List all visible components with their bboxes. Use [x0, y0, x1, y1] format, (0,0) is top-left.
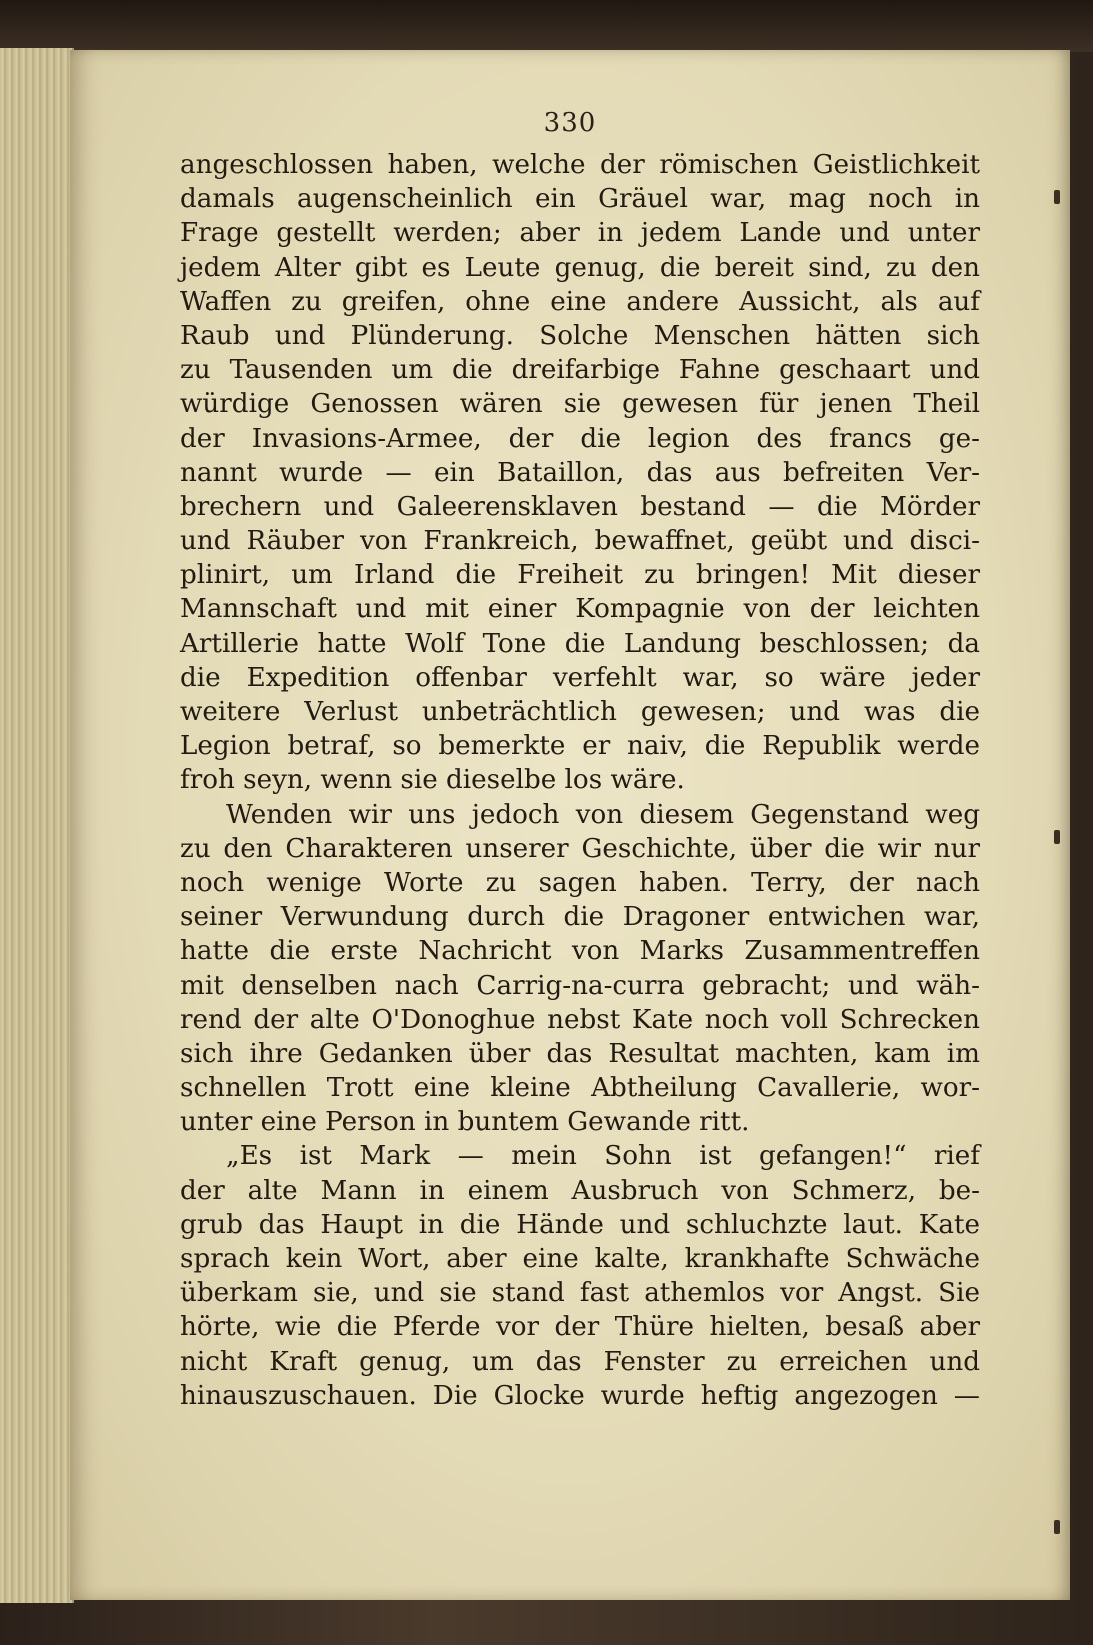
text-line: nicht Kraft genug, um das Fenster zu erreichen und [180, 1346, 980, 1377]
text-line: zu Tausenden um die dreifarbige Fahne geschaart und [180, 355, 980, 386]
text-line: schnellen Trott eine kleine Abtheilung Cavallerie, wor- [180, 1073, 980, 1104]
text-line: jedem Alter gibt es Leute genug, die bereit sind, zu den [180, 252, 980, 283]
text-line: die Expedition offenbar verfehlt war, so wäre jeder [180, 662, 980, 693]
text-line: plinirt, um Irland die Freiheit zu bringen! Mit dieser [180, 560, 980, 591]
page-text [180, 148, 980, 1413]
book-page [70, 50, 1070, 1600]
page-edges [0, 48, 74, 1603]
text-line: rend der alte O'Donoghue nebst Kate noch voll Schrecken [180, 1004, 980, 1035]
text-line: Frage gestellt werden; aber in jedem Lande und unter [180, 218, 980, 249]
text-line: Legion betraf, so bemerkte er naiv, die Republik werde [180, 731, 980, 762]
page-number: 330 [543, 108, 597, 138]
text-line: seiner Verwundung durch die Dragoner entwichen war, [180, 902, 980, 933]
text-line: mit denselben nach Carrig-na-curra gebracht; und wäh- [180, 970, 980, 1001]
text-line: hörte, wie die Pferde vor der Thüre hielten, besaß aber [180, 1312, 980, 1343]
text-line: würdige Genossen wären sie gewesen für jenen Theil [180, 389, 980, 420]
spine-mark [1054, 1520, 1060, 1534]
text-line: weitere Verlust unbeträchtlich gewesen; und was die [180, 697, 980, 727]
text-line: der Invasions-Armee, der die legion des francs ge- [180, 423, 980, 454]
book-cover-top [0, 0, 1093, 52]
text-line: hatte die erste Nachricht von Marks Zusammentreffen [180, 936, 980, 967]
text-line: sich ihre Gedanken über das Resultat machten, kam im [180, 1038, 980, 1069]
text-line: Mannschaft und mit einer Kompagnie von der leichten [180, 594, 980, 625]
text-line: Wenden wir uns jedoch von diesem Gegenstand weg [226, 799, 980, 830]
text-line: Raub und Plünderung. Solche Menschen hätten sich [180, 320, 980, 351]
text-line: sprach kein Wort, aber eine kalte, krankhafte Schwäche [180, 1244, 980, 1274]
text-line: noch wenige Worte zu sagen haben. Terry, der nach [180, 867, 980, 898]
text-line: damals augenscheinlich ein Gräuel war, mag noch in [180, 184, 980, 215]
text-line: angeschlossen haben, welche der römischen Geistlichkeit [180, 150, 980, 180]
text-line: grub das Haupt in die Hände und schluchzte laut. Kate [180, 1209, 980, 1240]
text-line: „Es ist Mark — mein Sohn ist gefangen!“ rief [226, 1141, 980, 1172]
text-line: der alte Mann in einem Ausbruch von Schmerz, be- [180, 1175, 980, 1206]
spine-mark [1054, 190, 1060, 204]
text-line: Waffen zu greifen, ohne eine andere Aussicht, als auf [180, 286, 980, 317]
text-line: unter eine Person in buntem Gewande ritt. [180, 1107, 750, 1138]
text-line: hinauszuschauen. Die Glocke wurde heftig angezogen — [180, 1380, 980, 1411]
text-line: zu den Charakteren unserer Geschichte, über die wir nur [180, 833, 980, 864]
text-line: froh seyn, wenn sie dieselbe los wäre. [180, 765, 685, 796]
text-line: nannt wurde — ein Bataillon, das aus befreiten Ver- [180, 457, 980, 488]
spine-mark [1054, 830, 1060, 844]
text-line: überkam sie, und sie stand fast athemlos vor Angst. Sie [180, 1278, 980, 1309]
text-line: und Räuber von Frankreich, bewaffnet, geübt und disci- [180, 526, 980, 557]
text-line: brechern und Galeerensklaven bestand — die Mörder [180, 491, 980, 522]
text-line: Artillerie hatte Wolf Tone die Landung beschlossen; da [180, 628, 980, 659]
